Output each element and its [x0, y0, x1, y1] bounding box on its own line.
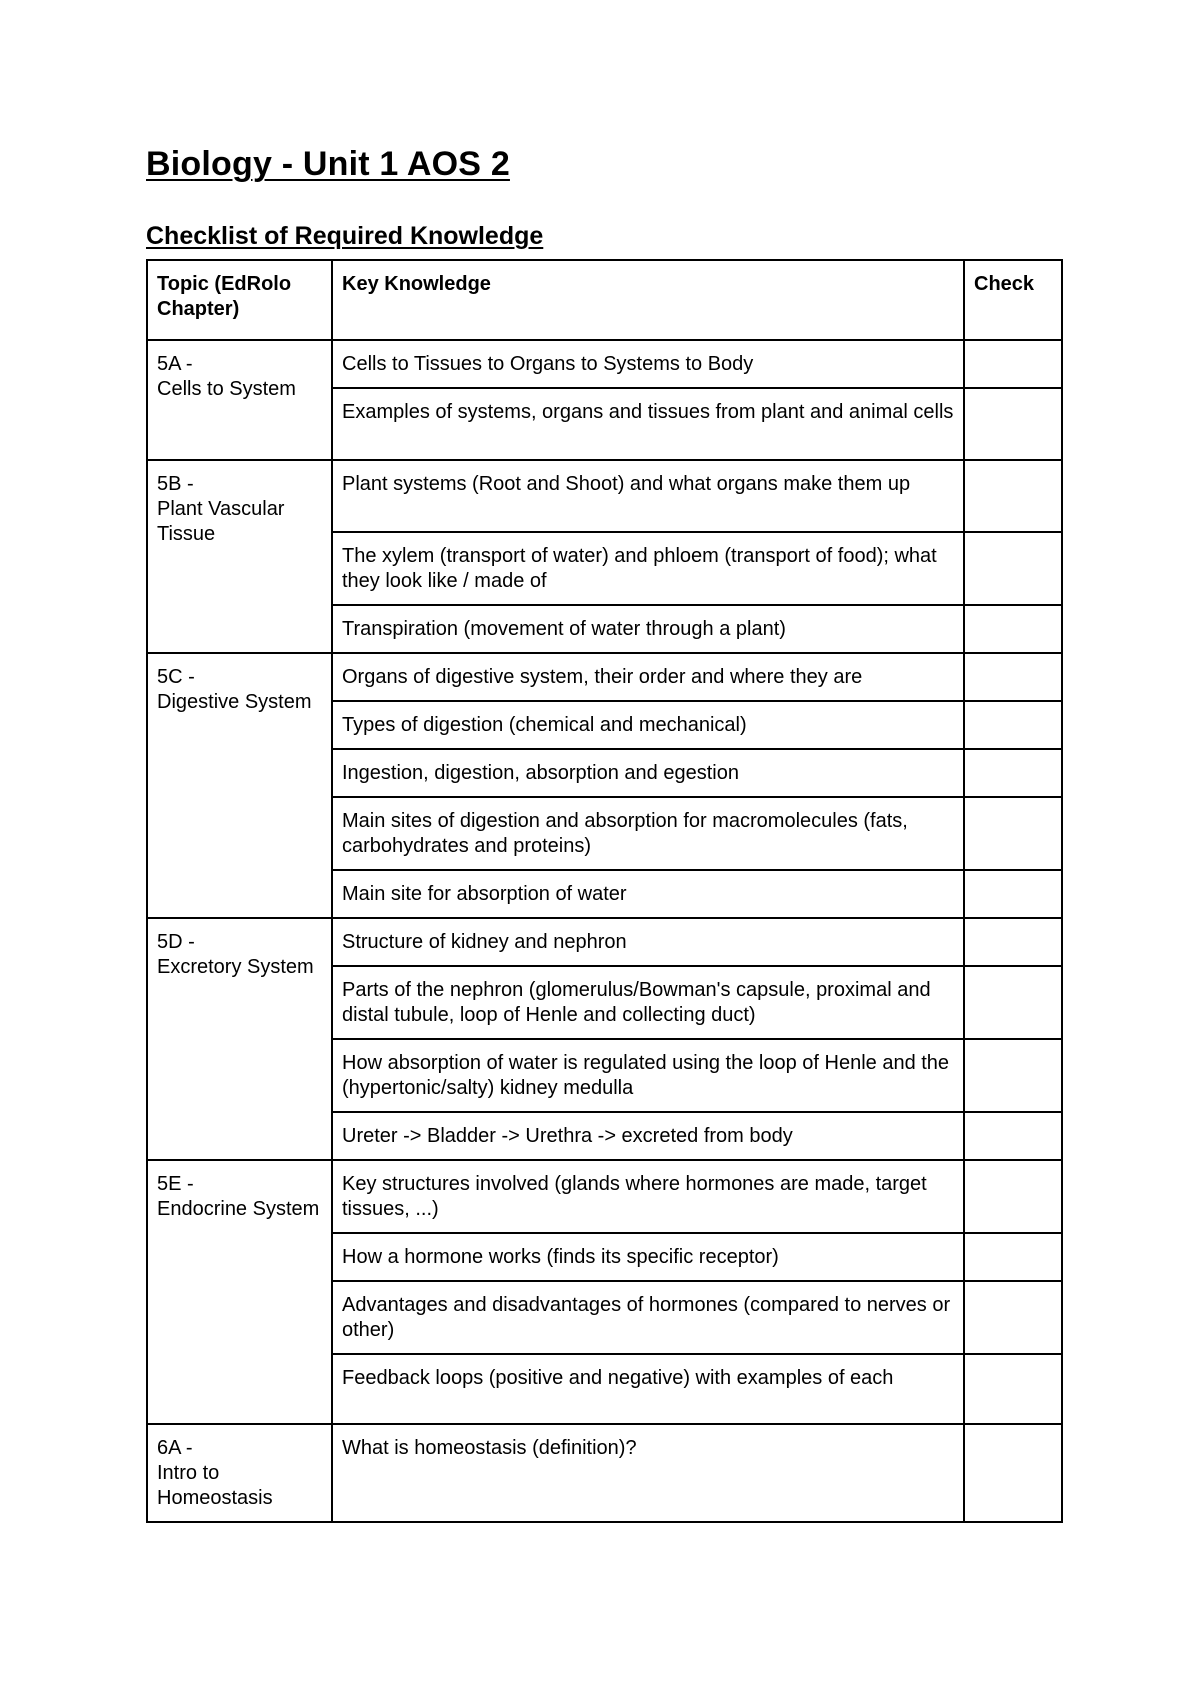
check-cell[interactable] — [964, 605, 1062, 653]
topic-cell — [147, 340, 332, 460]
check-cell[interactable] — [964, 749, 1062, 797]
key-knowledge-cell: Ureter -> Bladder -> Urethra -> excreted from body — [332, 1112, 964, 1160]
check-cell[interactable] — [964, 1354, 1062, 1424]
topic-code: 5E - — [157, 1173, 194, 1195]
key-knowledge-cell: Plant systems (Root and Shoot) and what organs make them up — [332, 460, 964, 532]
topic-code: 5B - — [157, 473, 194, 495]
key-knowledge-cell: Transpiration (movement of water through a plant) — [332, 605, 964, 653]
topic-code: 6A - — [157, 1437, 193, 1459]
page-title: Biology - Unit 1 AOS 2 — [146, 145, 510, 183]
topic-cell — [147, 1160, 332, 1424]
check-cell[interactable] — [964, 1039, 1062, 1112]
check-cell[interactable] — [964, 797, 1062, 870]
check-cell[interactable] — [964, 1233, 1062, 1281]
topic-name: Intro to Homeostasis — [157, 1462, 273, 1509]
topic-code: 5A - — [157, 353, 193, 375]
topic-cell — [147, 460, 332, 653]
key-knowledge-cell: The xylem (transport of water) and phloem (transport of food); what they look like / made of — [332, 532, 964, 605]
key-knowledge-cell: Main site for absorption of water — [332, 870, 964, 918]
check-cell[interactable] — [964, 870, 1062, 918]
check-cell[interactable] — [964, 340, 1062, 388]
topic-name: Plant Vascular Tissue — [157, 498, 285, 545]
key-knowledge-cell: Main sites of digestion and absorption for macromolecules (fats, carbohydrates and proteins) — [332, 797, 964, 870]
check-cell[interactable] — [964, 653, 1062, 701]
key-knowledge-cell: How a hormone works (finds its specific receptor) — [332, 1233, 964, 1281]
check-cell[interactable] — [964, 918, 1062, 966]
topic-cell — [147, 653, 332, 918]
topic-cell — [147, 1424, 332, 1522]
check-cell[interactable] — [964, 388, 1062, 460]
topic-column-header: Topic (EdRolo Chapter) — [147, 260, 332, 340]
key-knowledge-cell: What is homeostasis (definition)? — [332, 1424, 964, 1522]
key-knowledge-cell: Key structures involved (glands where hormones are made, target tissues, ...) — [332, 1160, 964, 1233]
topic-name: Excretory System — [157, 956, 314, 978]
key-knowledge-cell: Structure of kidney and nephron — [332, 918, 964, 966]
table-row — [147, 340, 1062, 388]
checklist-body — [147, 340, 1062, 1522]
key-knowledge-cell: Parts of the nephron (glomerulus/Bowman's capsule, proximal and distal tubule, loop of Henle and collecting duct) — [332, 966, 964, 1039]
check-cell[interactable] — [964, 1424, 1062, 1522]
check-cell[interactable] — [964, 1112, 1062, 1160]
key-knowledge-cell: Ingestion, digestion, absorption and egestion — [332, 749, 964, 797]
key-knowledge-cell: Feedback loops (positive and negative) with examples of each — [332, 1354, 964, 1424]
check-cell[interactable] — [964, 1281, 1062, 1354]
table-row — [147, 1160, 1062, 1233]
key-knowledge-cell: How absorption of water is regulated using the loop of Henle and the (hypertonic/salty) kidney medulla — [332, 1039, 964, 1112]
topic-code: 5C - — [157, 666, 195, 688]
check-cell[interactable] — [964, 460, 1062, 532]
check-cell[interactable] — [964, 966, 1062, 1039]
topic-name: Endocrine System — [157, 1198, 320, 1220]
key-knowledge-cell: Cells to Tissues to Organs to Systems to Body — [332, 340, 964, 388]
table-header-row — [147, 260, 1062, 340]
key-knowledge-cell: Organs of digestive system, their order and where they are — [332, 653, 964, 701]
topic-code: 5D - — [157, 931, 195, 953]
table-row — [147, 653, 1062, 701]
check-column-header: Check — [964, 260, 1062, 340]
table-row — [147, 460, 1062, 532]
topic-name: Digestive System — [157, 691, 312, 713]
topic-cell — [147, 918, 332, 1160]
check-cell[interactable] — [964, 701, 1062, 749]
table-row — [147, 1424, 1062, 1522]
key-knowledge-cell: Types of digestion (chemical and mechanical) — [332, 701, 964, 749]
section-title: Checklist of Required Knowledge — [146, 222, 544, 250]
key-knowledge-cell: Examples of systems, organs and tissues from plant and animal cells — [332, 388, 964, 460]
check-cell[interactable] — [964, 1160, 1062, 1233]
knowledge-checklist-table — [146, 259, 1063, 1523]
key-knowledge-cell: Advantages and disadvantages of hormones (compared to nerves or other) — [332, 1281, 964, 1354]
topic-name: Cells to System — [157, 378, 296, 400]
knowledge-column-header: Key Knowledge — [332, 260, 964, 340]
check-cell[interactable] — [964, 532, 1062, 605]
table-row — [147, 918, 1062, 966]
